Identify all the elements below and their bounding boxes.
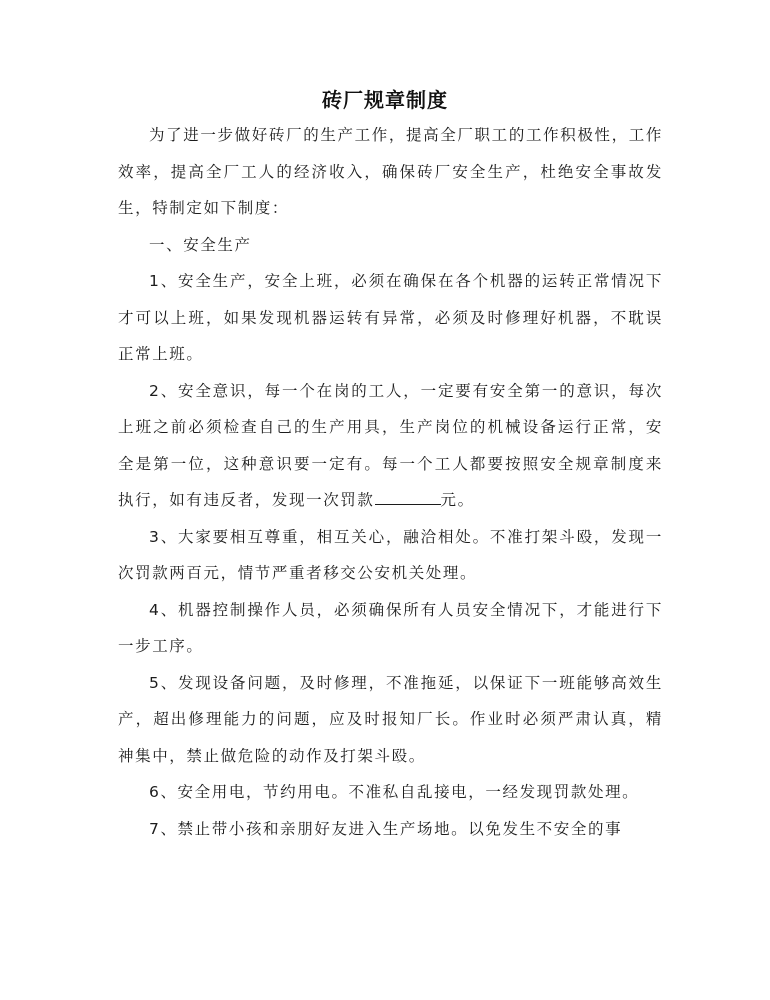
intro-paragraph: 为了进一步做好砖厂的生产工作，提高全厂职工的工作积极性，工作效率，提高全厂工人的经济收入，确保砖厂安全生产，杜绝安全事故发生，特制定如下制度： <box>118 126 663 217</box>
rule-item-3: 3、大家要相互尊重，相互关心，融洽相处。不准打架斗殴，发现一次罚款两百元，情节严重者移交公安机关处理。 <box>118 527 663 582</box>
rule-item-6: 6、安全用电，节约用电。不准私自乱接电，一经发现罚款处理。 <box>149 783 640 801</box>
section-heading-safety: 一、安全生产 <box>149 235 252 254</box>
rule-item-1: 1、安全生产，安全上班，必须在确保在各个机器的运转正常情况下才可以上班，如果发现机器运转有异常，必须及时修理好机器，不耽误正常上班。 <box>118 272 663 363</box>
fine-amount-blank <box>375 487 441 505</box>
rule-item-4: 4、机器控制操作人员，必须确保所有人员安全情况下，才能进行下一步工序。 <box>118 600 663 655</box>
document-body <box>118 117 663 847</box>
document-title: 砖厂规章制度 <box>322 88 448 112</box>
rule-item-2 <box>118 373 663 519</box>
rule-item-2-text: 2、安全意识，每一个在岗的工人，一定要有安全第一的意识，每次上班之前必须检查自己的生产用具，生产岗位的机械设备运行正常，安全是第一位，这种意识要一定有。每一个工人都要按照安全规章制度来执行，如有违反者，发现一次罚款 <box>118 381 663 509</box>
rule-item-5: 5、发现设备问题，及时修理，不准拖延，以保证下一班能够高效生产，超出修理能力的问题，应及时报知厂长。作业时必须严肃认真，精神集中，禁止做危险的动作及打架斗殴。 <box>118 673 663 765</box>
rule-item-2-suffix: 元。 <box>440 491 475 509</box>
rule-item-7: 7、禁止带小孩和亲朋好友进入生产场地。以免发生不安全的事 <box>149 819 623 838</box>
